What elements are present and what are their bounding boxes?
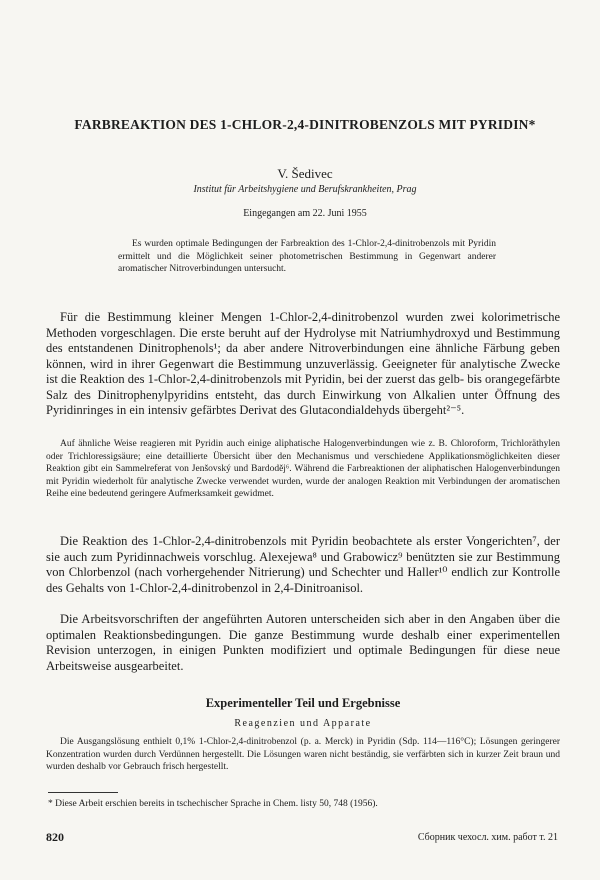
author-name: V. Šedivec — [277, 166, 333, 181]
body-paragraph-2 — [46, 534, 560, 596]
body-paragraph-1 — [46, 310, 560, 419]
footnote: * Diese Arbeit erschien bereits in tschechischer Sprache in Chem. listy 50, 748 (1956). — [48, 799, 378, 809]
author-affiliation: Institut für Arbeitshygiene und Berufskrankheiten, Prag — [193, 184, 417, 195]
body-paragraph-4-text: Die Ausgangslösung enthielt 0,1% 1-Chlor-2,4-dinitrobenzol (p. a. Merck) in Pyridin (Sdp. 114—116°C); Lösungen geringerer Konzentration wurden durch Verdünnen hergestellt. Die Lösungen waren nicht beständig, sie verfärbten sich in kurzer Zeit braun und wurden deshalb vor Gebrauch frisch hergestellt. — [46, 737, 560, 772]
small-print-paragraph — [46, 438, 560, 501]
body-paragraph-3 — [46, 612, 560, 674]
section-heading: Experimenteller Teil und Ergebnisse — [205, 696, 401, 710]
body-paragraph-2-text: Die Reaktion des 1-Chlor-2,4-dinitrobenzols mit Pyridin beobachtete als erster Vongerichten⁷, der sie auch zum Pyridinnachweis vorschlug. Alexejewa⁸ und Grabowicz⁹ benützten sie zur Bestimmung von Chlorbenzol (nach vorhergehender Nitrierung) und Schechter und Haller¹⁰ endlich zur Kontrolle des Gehalts von 1-Chlor-2,4-dinitrobenzol in 2,4-Dinitroanisol. — [46, 534, 560, 595]
running-title: Сборник чехосл. хим. работ т. 21 — [417, 832, 558, 843]
footnote-rule — [48, 792, 118, 793]
body-paragraph-1-text: Für die Bestimmung kleiner Mengen 1-Chlor-2,4-dinitrobenzol wurden zwei kolorimetrische Methoden vorgeschlagen. Die erste beruht auf der Hydrolyse mit Natriumhydroxyd und Bestimmung des entstandenen Dinitrophenols¹; da aber andere Nitroverbindungen eine ähnliche Färbung geben können, wird in ihrer Gegenwart die Bestimmung unzuverlässig. Geeigneter für analytische Zwecke ist die Reaktion des 1-Chlor-2,4-dinitrobenzols mit Pyridin, bei der zuerst das gelb- bis orangegefärbte Salz des Dinitrophenylpyridins entsteht, das durch Einwirkung von Alkalien unter Öffnung des Pyridinringes in ein intensiv gefärbtes Derivat des Glutacondialdehyds übergeht²⁻⁵. — [46, 310, 560, 417]
article-title: FARBREAKTION DES 1-CHLOR-2,4-DINITROBENZOLS MIT PYRIDIN* — [74, 117, 536, 132]
abstract — [118, 238, 496, 276]
subsection-heading: Reagenzien und Apparate — [234, 718, 372, 729]
body-paragraph-3-text: Die Arbeitsvorschriften der angeführten Autoren unterscheiden sich aber in den Angaben über die optimalen Reaktionsbedingungen. Die ganze Bestimmung wurde deshalb einer experimentellen Revision unterzogen, in einigen Punkten modifiziert und optimale Bedingungen für diese neue Arbeitsweise ausgearbeitet. — [46, 612, 560, 673]
small-print-text: Auf ähnliche Weise reagieren mit Pyridin auch einige aliphatische Halogenverbindungen wie z. B. Chloroform, Trichloräthylen oder Trichloressigsäure; eine detaillierte Übersicht über den Mechanismus und verschiedene Applikationsmöglichkeiten dieser Reaktion gibt ein Sammelreferat von Jenšovský und Bardoděj⁶. Während die Farbreaktionen der aliphatischen Halogenverbindungen mit Pyridin wiederholt für analytische Zwecke verwendet wurden, wurde der analogen Reaktion mit Verbindungen der aromatischen Reihe eine bedeutend geringere Aufmerksamkeit gewidmet. — [46, 439, 560, 499]
received-date: Eingegangen am 22. Juni 1955 — [243, 208, 367, 219]
abstract-text: Es wurden optimale Bedingungen der Farbreaktion des 1-Chlor-2,4-dinitrobenzols mit Pyridin ermittelt und die Möglichkeit seiner photometrischen Bestimmung in Gegenwart anderer aromatischer Nitroverbindungen untersucht. — [118, 239, 496, 274]
body-paragraph-4 — [46, 736, 560, 774]
page-number: 820 — [46, 830, 64, 844]
